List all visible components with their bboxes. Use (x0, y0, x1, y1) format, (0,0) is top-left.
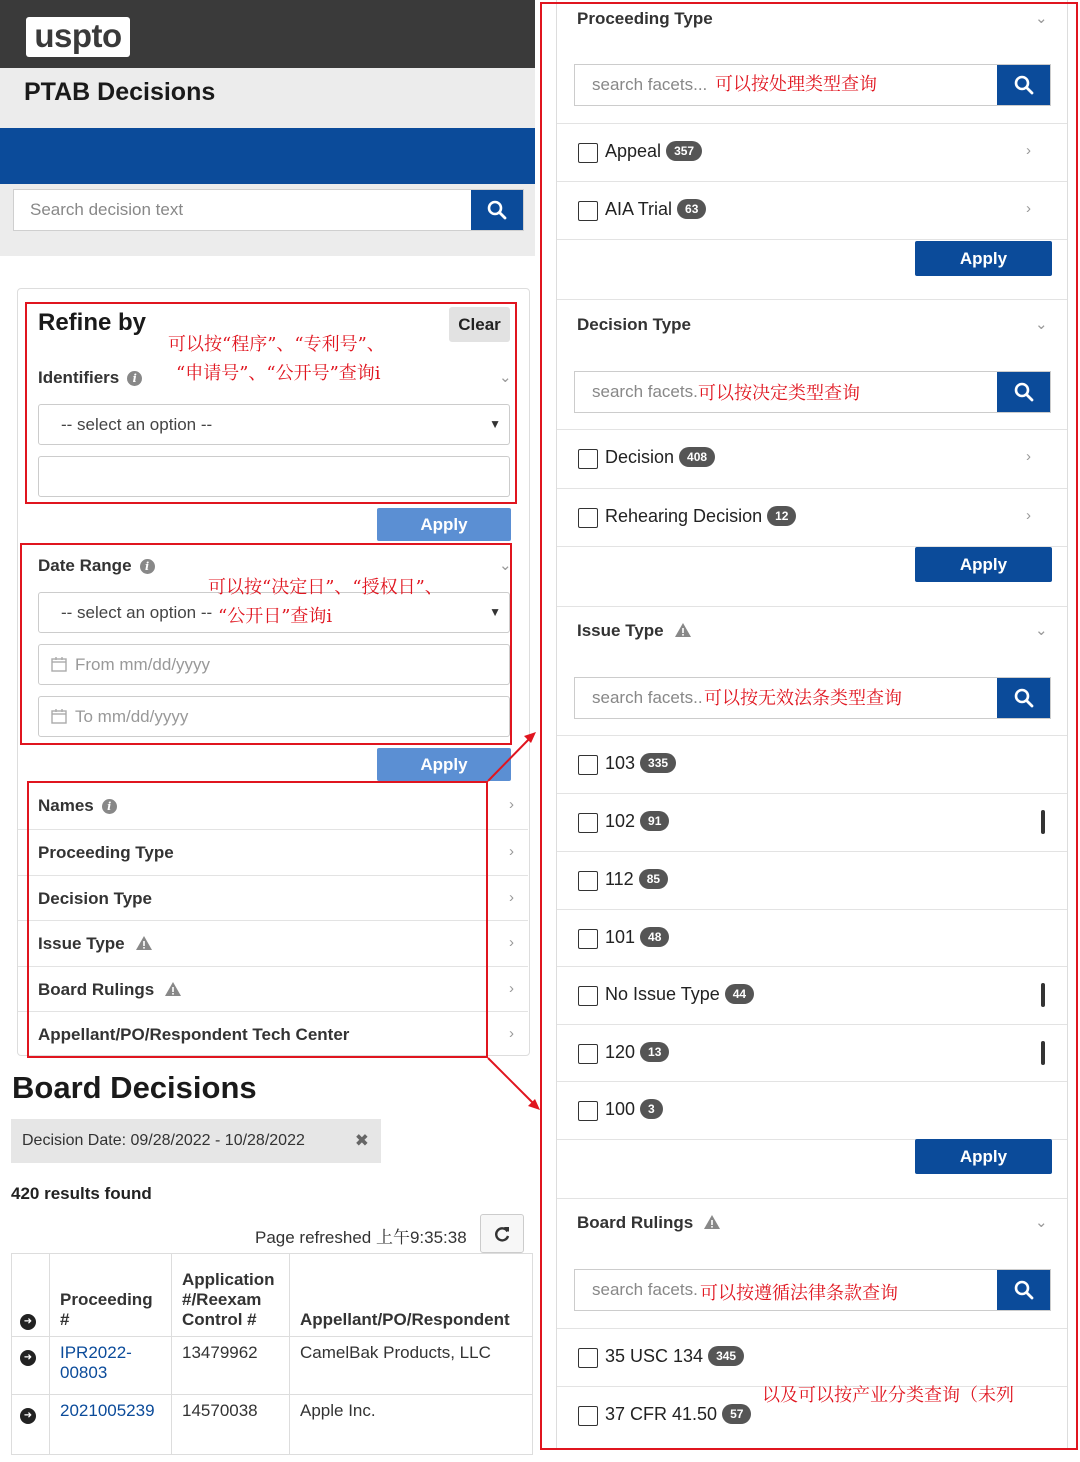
date-filter-chip: Decision Date: 09/28/2022 - 10/28/2022 ✖ (11, 1119, 381, 1163)
proceeding-type-heading[interactable]: Proceeding Type (577, 9, 713, 28)
chevron-down-icon[interactable]: ⌄ (499, 557, 512, 574)
application-number: 13479962 (172, 1337, 290, 1395)
page-title: PTAB Decisions (24, 78, 216, 106)
date-apply-button[interactable]: Apply (377, 748, 511, 781)
search-button[interactable] (471, 190, 523, 230)
decision-type-heading[interactable]: Decision Type (577, 315, 691, 334)
chevron-right-icon: › (509, 796, 514, 813)
proceeding-link[interactable]: IPR2022-00803 (60, 1343, 132, 1382)
chevron-down-icon[interactable]: ⌄ (499, 369, 512, 386)
annotation-box-facets (540, 2, 1078, 1450)
annotation-text: 以及可以按产业分类查询（未列 (762, 1385, 1014, 1406)
facet-option[interactable]: No Issue Type 44 (557, 966, 1067, 1024)
facet-nav-board-rulings[interactable]: Board Rulings › (18, 966, 528, 1012)
annotation-text: “公开日”查询i (218, 606, 333, 627)
expand-row-icon[interactable]: ➜ (20, 1350, 36, 1366)
facet-nav-names[interactable]: Names i › (38, 796, 514, 815)
search-icon (487, 200, 507, 220)
table-row (12, 1395, 533, 1455)
issue-facet-search[interactable]: search facets.. (574, 677, 1051, 719)
proceeding-facet-search[interactable]: search facets... (574, 64, 1051, 106)
date-type-select[interactable]: -- select an option -- ▼ (38, 592, 510, 633)
facet-option[interactable]: 37 CFR 41.50 57 (557, 1386, 1067, 1444)
chevron-down-icon[interactable]: ⌄ (1035, 622, 1048, 639)
page-refreshed: Page refreshed 上午9:35:38 (255, 1228, 467, 1247)
col-proceeding[interactable]: Proceeding # (50, 1254, 172, 1337)
chevron-right-icon: › (1026, 200, 1031, 217)
expand-col (12, 1254, 50, 1337)
info-icon: i (127, 371, 142, 386)
info-icon: i (102, 799, 117, 814)
chevron-right-icon: › (509, 1025, 514, 1042)
close-icon[interactable]: ✖ (354, 1131, 369, 1150)
caret-down-icon: ▼ (489, 417, 501, 431)
facet-nav-proceeding-type[interactable]: Proceeding Type › (18, 829, 528, 875)
issue-apply-button[interactable]: Apply (915, 1139, 1052, 1174)
decision-apply-button[interactable]: Apply (915, 547, 1052, 582)
facet-option[interactable]: 100 3 (557, 1081, 1067, 1139)
chevron-right-icon: › (509, 843, 514, 860)
proceeding-apply-button[interactable]: Apply (915, 241, 1052, 276)
proceeding-link[interactable]: 2021005239 (60, 1401, 155, 1420)
col-application[interactable]: Application #/Reexam Control # (172, 1254, 290, 1337)
search-input[interactable]: Search decision text (30, 200, 184, 219)
chevron-right-icon: › (1026, 448, 1031, 465)
annotation-text: 可以按遵循法律条款查询 (700, 1283, 898, 1304)
facet-option[interactable]: 103 335 (557, 735, 1067, 793)
annotation-text: 可以按处理类型查询 (715, 74, 877, 95)
nav-bar (0, 128, 535, 184)
chevron-right-icon: › (509, 889, 514, 906)
decision-facet-search[interactable]: search facets. (574, 371, 1051, 413)
annotation-text: 可以按“程序”、“专利号”、 (168, 334, 385, 355)
party-name: CamelBak Products, LLC (290, 1337, 533, 1395)
application-number: 14570038 (172, 1395, 290, 1455)
facet-nav-tech-center[interactable]: Appellant/PO/Respondent Tech Center › (18, 1011, 528, 1057)
facet-nav-decision-type[interactable]: Decision Type › (18, 875, 528, 921)
identifiers-apply-button[interactable]: Apply (377, 508, 511, 541)
expand-all-icon[interactable]: ➜ (20, 1314, 36, 1330)
party-name: Apple Inc. (290, 1395, 533, 1455)
identifier-select[interactable]: -- select an option -- ▼ (38, 404, 510, 445)
facet-option[interactable]: Rehearing Decision 12 › (557, 488, 1067, 546)
board-rulings-heading[interactable]: Board Rulings (577, 1213, 721, 1233)
decisions-table (11, 1253, 533, 1455)
annotation-box-nav (27, 781, 488, 1058)
uspto-logo[interactable]: uspto (26, 17, 130, 57)
refresh-icon (493, 1225, 511, 1243)
facet-nav-issue-type[interactable]: Issue Type › (18, 920, 528, 966)
table-row (12, 1337, 533, 1395)
expand-row-icon[interactable]: ➜ (20, 1408, 36, 1424)
facet-option[interactable]: AIA Trial 63 › (557, 181, 1067, 239)
decision-search (13, 189, 524, 231)
date-from-input[interactable]: From mm/dd/yyyy (38, 644, 510, 685)
facet-option[interactable]: 112 85 (557, 851, 1067, 909)
chevron-down-icon[interactable]: ⌄ (1035, 10, 1048, 27)
board-decisions-title: Board Decisions (12, 1070, 257, 1105)
col-appellant[interactable]: Appellant/PO/Respondent (290, 1254, 533, 1337)
chevron-right-icon: › (1026, 507, 1031, 524)
annotation-text: 可以按决定类型查询 (698, 383, 860, 404)
chevron-right-icon: › (509, 980, 514, 997)
facet-option[interactable]: Decision 408 › (557, 429, 1067, 487)
refresh-button[interactable] (480, 1214, 524, 1253)
facet-option[interactable]: 101 48 (557, 909, 1067, 967)
annotation-text: “申请号”、“公开号”查询i (176, 363, 381, 384)
annotation-text: 可以按无效法条类型查询 (704, 688, 902, 709)
board-rulings-facet-search[interactable]: search facets. (574, 1269, 1051, 1311)
issue-type-heading[interactable]: Issue Type (577, 621, 692, 641)
date-to-input[interactable]: To mm/dd/yyyy (38, 696, 510, 737)
clear-button[interactable]: Clear (449, 307, 510, 342)
facet-option[interactable]: 120 13 (557, 1024, 1067, 1082)
caret-down-icon: ▼ (489, 605, 501, 619)
facet-option[interactable]: Appeal 357 › (557, 123, 1067, 181)
date-range-label[interactable]: Date Range i (38, 556, 155, 576)
info-icon: i (140, 559, 155, 574)
chevron-down-icon[interactable]: ⌄ (1035, 316, 1048, 333)
facet-option[interactable]: 35 USC 134 345 (557, 1328, 1067, 1386)
identifiers-label[interactable]: Identifiers i (38, 368, 142, 388)
chevron-right-icon: › (509, 934, 514, 951)
chevron-right-icon: › (1026, 142, 1031, 159)
annotation-text: 可以按“决定日”、“授权日”、 (208, 577, 443, 598)
chevron-down-icon[interactable]: ⌄ (1035, 1214, 1048, 1231)
facet-option[interactable]: 102 91 (557, 793, 1067, 851)
refine-title: Refine by (38, 309, 147, 336)
results-count: 420 results found (11, 1184, 152, 1203)
